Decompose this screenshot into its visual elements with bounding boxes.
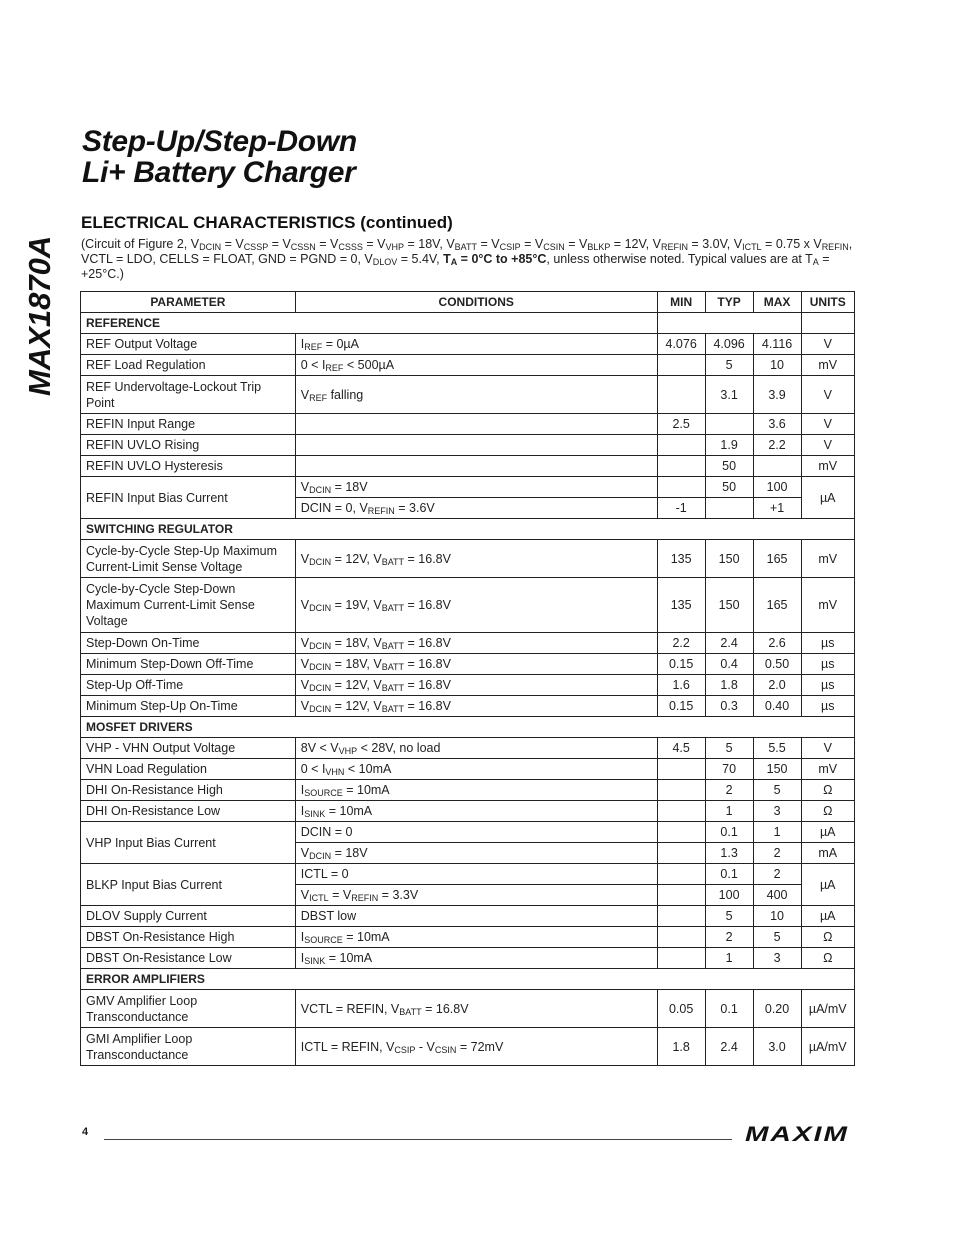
min-cell: 2.5: [657, 414, 705, 435]
unit-cell: mV: [801, 578, 854, 633]
max-cell: +1: [753, 498, 801, 519]
min-cell: [657, 822, 705, 843]
min-cell: 1.6: [657, 675, 705, 696]
typ-cell: 150: [705, 578, 753, 633]
min-cell: 4.5: [657, 738, 705, 759]
conditions-cell: DBST low: [295, 906, 657, 927]
document-title: [82, 126, 357, 188]
table-row: [81, 376, 855, 414]
min-cell: [657, 435, 705, 456]
table-row: [81, 927, 855, 948]
section-heading: ELECTRICAL CHARACTERISTICS (continued): [81, 213, 453, 232]
max-cell: 0.20: [753, 990, 801, 1028]
unit-cell: V: [801, 334, 854, 355]
section-mosfet-drivers: MOSFET DRIVERS: [81, 717, 855, 738]
conditions-cell: $8V < V_{VHP} < 28V$, no load: [295, 738, 657, 759]
max-cell: 100: [753, 477, 801, 498]
unit-cell: Ω: [801, 927, 854, 948]
typ-cell: 2: [705, 780, 753, 801]
unit-cell: µs: [801, 633, 854, 654]
max-cell: 2: [753, 843, 801, 864]
title-line-2: Li+ Battery Charger: [82, 156, 356, 189]
param-cell: GMI Amplifier Loop Transconductance: [81, 1028, 296, 1066]
maxim-logo: [743, 1124, 853, 1144]
conditions-cell: [295, 414, 657, 435]
typ-cell: 5: [705, 738, 753, 759]
conditions-cell: $I_{SOURCE} = 10mA$: [295, 927, 657, 948]
conditions-cell: $0 < I_{VHN} < 10mA$: [295, 759, 657, 780]
table-row: [81, 334, 855, 355]
min-cell: 0.15: [657, 696, 705, 717]
conditions-cell: [295, 435, 657, 456]
param-cell: DBST On-Resistance High: [81, 927, 296, 948]
typ-cell: 1.9: [705, 435, 753, 456]
maxim-logo-text: MAXIM: [745, 1124, 849, 1144]
typ-cell: 0.1: [705, 990, 753, 1028]
table-row: [81, 948, 855, 969]
max-cell: 400: [753, 885, 801, 906]
max-cell: 1: [753, 822, 801, 843]
min-cell: [657, 759, 705, 780]
conditions-cell: $V_{DCIN} = 18V$, $V_{BATT} = 16.8V$: [295, 633, 657, 654]
min-cell: 1.8: [657, 1028, 705, 1066]
param-cell: Minimum Step-Down Off-Time: [81, 654, 296, 675]
header-units: UNITS: [801, 292, 854, 313]
param-cell: REF Load Regulation: [81, 355, 296, 376]
max-cell: 165: [753, 578, 801, 633]
unit-cell: µA: [801, 477, 854, 519]
typ-cell: 150: [705, 540, 753, 578]
max-cell: 2.2: [753, 435, 801, 456]
typ-cell: 2.4: [705, 1028, 753, 1066]
table-row: [81, 435, 855, 456]
typ-cell: 0.1: [705, 822, 753, 843]
typ-cell: 4.096: [705, 334, 753, 355]
unit-cell: µA/mV: [801, 990, 854, 1028]
param-cell: DBST On-Resistance Low: [81, 948, 296, 969]
min-cell: -1: [657, 498, 705, 519]
section-error-amplifiers: ERROR AMPLIFIERS: [81, 969, 855, 990]
min-cell: [657, 376, 705, 414]
table-row: [81, 822, 855, 843]
table-header-row: [81, 292, 855, 313]
max-cell: 10: [753, 355, 801, 376]
max-cell: 3: [753, 801, 801, 822]
conditions-cell: $V_{DCIN} = 19V$, $V_{BATT} = 16.8V$: [295, 578, 657, 633]
footer-divider: [104, 1139, 732, 1140]
typ-cell: 50: [705, 456, 753, 477]
unit-cell: mV: [801, 540, 854, 578]
page-number: 4: [82, 1126, 89, 1138]
max-cell: 3: [753, 948, 801, 969]
header-min: MIN: [657, 292, 705, 313]
unit-cell: V: [801, 414, 854, 435]
conditions-cell: DCIN = 0: [295, 822, 657, 843]
param-cell: REFIN UVLO Rising: [81, 435, 296, 456]
table-row: [81, 675, 855, 696]
unit-cell: mV: [801, 355, 854, 376]
min-cell: 2.2: [657, 633, 705, 654]
unit-cell: µs: [801, 696, 854, 717]
param-cell: Minimum Step-Up On-Time: [81, 696, 296, 717]
min-cell: [657, 906, 705, 927]
unit-cell: mA: [801, 843, 854, 864]
conditions-cell: $I_{REF} = 0\mu A$: [295, 334, 657, 355]
table-row: [81, 1028, 855, 1066]
min-cell: [657, 948, 705, 969]
param-cell: VHP - VHN Output Voltage: [81, 738, 296, 759]
typ-cell: 50: [705, 477, 753, 498]
typ-cell: 1.3: [705, 843, 753, 864]
table-row: [81, 906, 855, 927]
param-cell: VHN Load Regulation: [81, 759, 296, 780]
table-row: [81, 477, 855, 498]
section-switching-regulator: SWITCHING REGULATOR: [81, 519, 855, 540]
section-row: [81, 969, 855, 990]
typ-cell: 5: [705, 906, 753, 927]
conditions-cell: $I_{SINK} = 10mA$: [295, 801, 657, 822]
unit-cell: mV: [801, 456, 854, 477]
table-row: [81, 738, 855, 759]
min-cell: [657, 456, 705, 477]
conditions-cell: $V_{DCIN} = 18V$, $V_{BATT} = 16.8V$: [295, 654, 657, 675]
header-max: MAX: [753, 292, 801, 313]
conditions-cell: $0 < I_{REF} < 500\mu A$: [295, 355, 657, 376]
max-cell: 0.50: [753, 654, 801, 675]
conditions-cell: ICTL = 0: [295, 864, 657, 885]
min-cell: [657, 801, 705, 822]
param-cell: REF Output Voltage: [81, 334, 296, 355]
typ-cell: 70: [705, 759, 753, 780]
max-cell: 2: [753, 864, 801, 885]
conditions-cell: $V_{DCIN} = 12V$, $V_{BATT} = 16.8V$: [295, 540, 657, 578]
max-cell: 10: [753, 906, 801, 927]
table-row: [81, 654, 855, 675]
side-title: [14, 218, 58, 398]
section-row: [81, 717, 855, 738]
min-cell: [657, 843, 705, 864]
conditions-cell: DCIN = 0, $V_{REFIN} = 3.6V$: [295, 498, 657, 519]
max-cell: 3.6: [753, 414, 801, 435]
min-cell: [657, 885, 705, 906]
min-cell: 135: [657, 578, 705, 633]
typ-cell: 100: [705, 885, 753, 906]
unit-cell: Ω: [801, 780, 854, 801]
conditions-cell: [295, 456, 657, 477]
min-cell: [657, 864, 705, 885]
conditions-cell: $V_{DCIN} = 18V$: [295, 477, 657, 498]
conditions-cell: $V_{DCIN} = 12V$, $V_{BATT} = 16.8V$: [295, 696, 657, 717]
typ-cell: 2.4: [705, 633, 753, 654]
min-cell: [657, 927, 705, 948]
param-cell: BLKP Input Bias Current: [81, 864, 296, 906]
param-cell: REFIN Input Bias Current: [81, 477, 296, 519]
min-cell: 0.15: [657, 654, 705, 675]
max-cell: 5.5: [753, 738, 801, 759]
param-cell: GMV Amplifier Loop Transconductance: [81, 990, 296, 1028]
param-cell: Step-Up Off-Time: [81, 675, 296, 696]
max-cell: 5: [753, 927, 801, 948]
typ-cell: [705, 414, 753, 435]
conditions-cell: $V_{REF}$ falling: [295, 376, 657, 414]
max-cell: 0.40: [753, 696, 801, 717]
typ-cell: 0.3: [705, 696, 753, 717]
side-title-text: MAX1870A: [22, 235, 57, 396]
typ-cell: 1: [705, 801, 753, 822]
unit-cell: V: [801, 435, 854, 456]
header-typ: TYP: [705, 292, 753, 313]
unit-cell: V: [801, 376, 854, 414]
table-row: [81, 780, 855, 801]
section-reference: REFERENCE: [81, 313, 658, 334]
unit-cell: Ω: [801, 801, 854, 822]
param-cell: DHI On-Resistance High: [81, 780, 296, 801]
typ-cell: [705, 498, 753, 519]
unit-cell: mV: [801, 759, 854, 780]
min-cell: [657, 780, 705, 801]
unit-cell: V: [801, 738, 854, 759]
max-cell: 4.116: [753, 334, 801, 355]
typ-cell: 0.1: [705, 864, 753, 885]
table-row: [81, 414, 855, 435]
unit-cell: µA: [801, 822, 854, 843]
conditions-cell: VCTL = REFIN, $V_{BATT} = 16.8V$: [295, 990, 657, 1028]
typ-cell: 2: [705, 927, 753, 948]
min-cell: 135: [657, 540, 705, 578]
conditions-cell: $V_{DCIN} = 18V$: [295, 843, 657, 864]
typ-cell: 3.1: [705, 376, 753, 414]
title-line-1: Step-Up/Step-Down: [82, 125, 357, 158]
max-cell: 2.6: [753, 633, 801, 654]
min-cell: [657, 355, 705, 376]
header-conditions: CONDITIONS: [295, 292, 657, 313]
unit-cell: µs: [801, 675, 854, 696]
param-cell: Step-Down On-Time: [81, 633, 296, 654]
header-parameter: PARAMETER: [81, 292, 296, 313]
typ-cell: 1.8: [705, 675, 753, 696]
param-cell: DHI On-Resistance Low: [81, 801, 296, 822]
test-conditions-note: (Circuit of Figure 2, $V_{DCIN} = V_{CSSP} = V_{CSSN} = V_{CSSS} = V_{VHP} = 18V$, $V_{BATT} = V_{CSIP} = V_{CSIN} = V_{BLKP} = 12V$, $V_{REFIN} = 3.0V$, $V_{ICTL} = 0.75$ x $V_{REFIN}$, VCTL = LDO, CELLS = FLOAT, GND = PGND = 0, $V_{DLOV} = 5.4V$, $T_A = 0^\circ C$ to +85°C, unless otherwise noted. Typical values are at $T_A = +25^\circ C$.): [81, 237, 853, 281]
conditions-cell: $I_{SOURCE} = 10mA$: [295, 780, 657, 801]
min-cell: 4.076: [657, 334, 705, 355]
typ-cell: 1: [705, 948, 753, 969]
conditions-cell: $V_{DCIN} = 12V$, $V_{BATT} = 16.8V$: [295, 675, 657, 696]
table-row: [81, 696, 855, 717]
table-row: [81, 355, 855, 376]
conditions-cell: ICTL = REFIN, $V_{CSIP} - V_{CSIN} = 72mV$: [295, 1028, 657, 1066]
table-row: [81, 633, 855, 654]
conditions-cell: $I_{SINK} = 10mA$: [295, 948, 657, 969]
min-cell: [657, 477, 705, 498]
table-row: [81, 456, 855, 477]
param-cell: REFIN UVLO Hysteresis: [81, 456, 296, 477]
param-cell: REFIN Input Range: [81, 414, 296, 435]
param-cell: Cycle-by-Cycle Step-Down Maximum Current-Limit Sense Voltage: [81, 578, 296, 633]
max-cell: 5: [753, 780, 801, 801]
param-cell: Cycle-by-Cycle Step-Up Maximum Current-Limit Sense Voltage: [81, 540, 296, 578]
table-row: [81, 990, 855, 1028]
table-row: [81, 801, 855, 822]
conditions-cell: $V_{ICTL} = V_{REFIN} = 3.3V$: [295, 885, 657, 906]
table-row: [81, 864, 855, 885]
unit-cell: µs: [801, 654, 854, 675]
typ-cell: 5: [705, 355, 753, 376]
max-cell: 165: [753, 540, 801, 578]
unit-cell: µA: [801, 864, 854, 906]
max-cell: 3.0: [753, 1028, 801, 1066]
max-cell: 2.0: [753, 675, 801, 696]
max-cell: [753, 456, 801, 477]
max-cell: 150: [753, 759, 801, 780]
section-row: [81, 519, 855, 540]
param-cell: DLOV Supply Current: [81, 906, 296, 927]
unit-cell: µA: [801, 906, 854, 927]
param-cell: REF Undervoltage-Lockout Trip Point: [81, 376, 296, 414]
unit-cell: Ω: [801, 948, 854, 969]
typ-cell: 0.4: [705, 654, 753, 675]
section-row: [81, 313, 855, 334]
table-row: [81, 759, 855, 780]
electrical-characteristics-table: [80, 291, 855, 1066]
table-row: [81, 578, 855, 633]
max-cell: 3.9: [753, 376, 801, 414]
min-cell: 0.05: [657, 990, 705, 1028]
table-row: [81, 540, 855, 578]
unit-cell: µA/mV: [801, 1028, 854, 1066]
param-cell: VHP Input Bias Current: [81, 822, 296, 864]
